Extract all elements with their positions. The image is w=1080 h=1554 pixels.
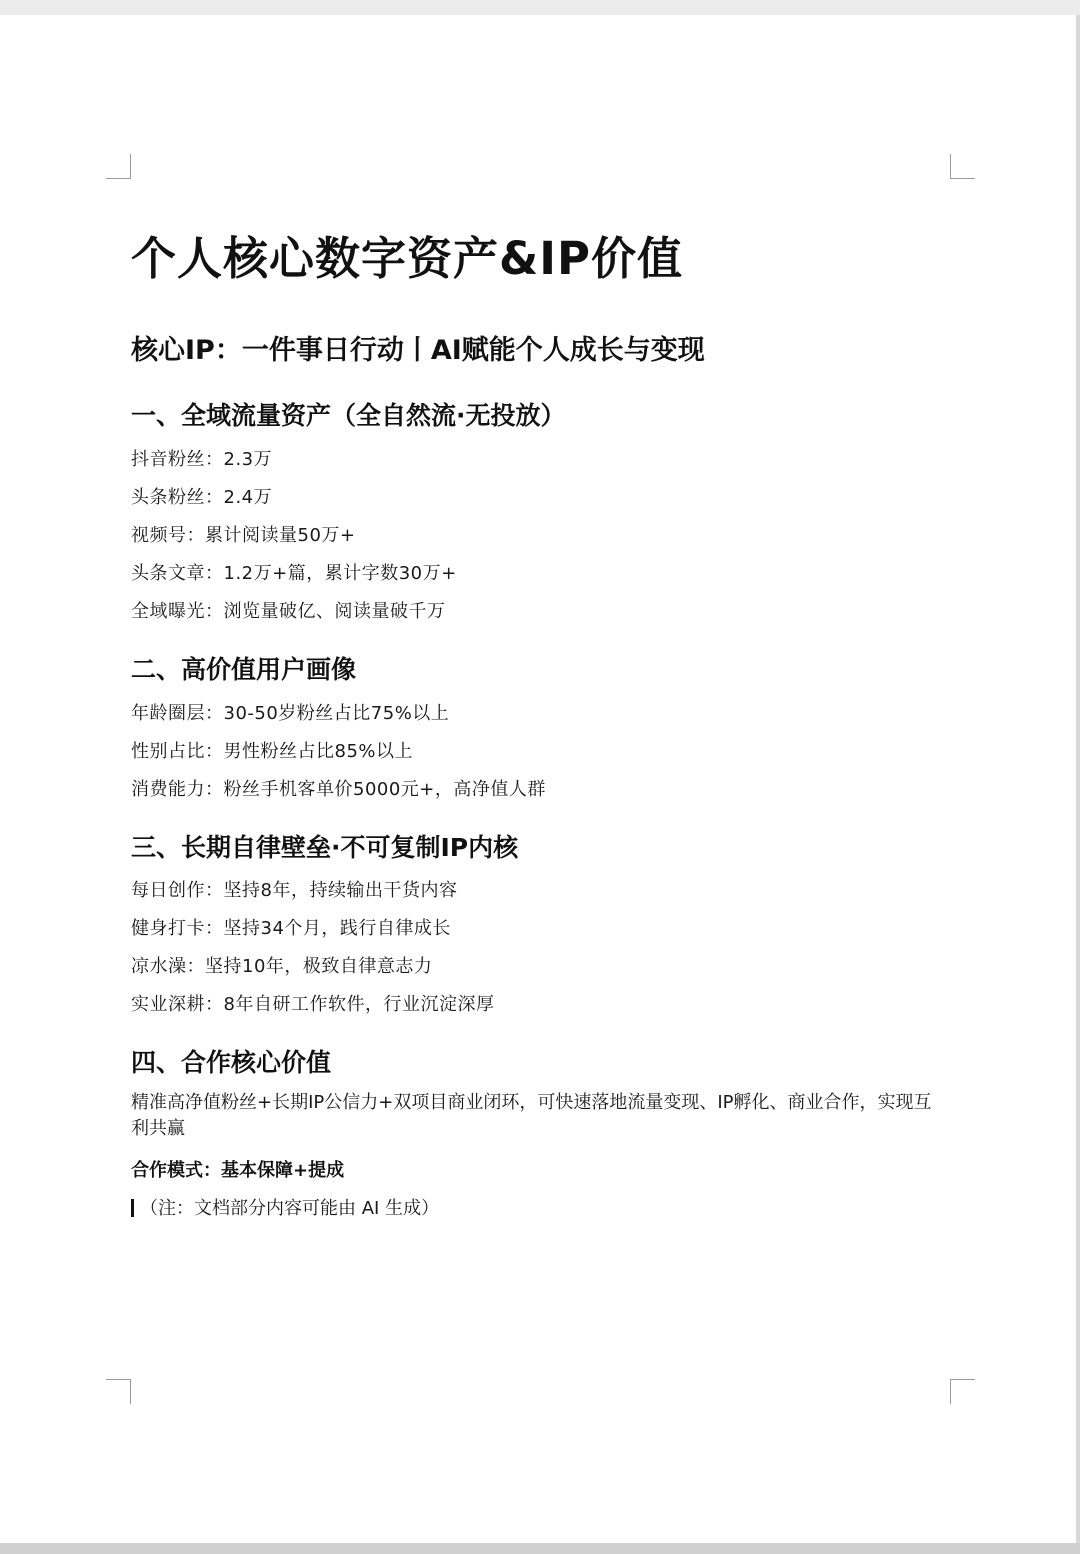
section-heading-traffic-assets: 一、全域流量资产（全自然流·无投放） bbox=[131, 401, 566, 430]
list-item: 抖音粉丝：2.3万 bbox=[131, 449, 273, 470]
cooperation-paragraph: 精准高净值粉丝+长期IP公信力+双项目商业闭环，可快速落地流量变现、IP孵化、商业合作，实现互利共赢 bbox=[131, 1092, 932, 1139]
document-title: 个人核心数字资产&IP价值 bbox=[131, 232, 683, 285]
margin-corner-mark-top-left bbox=[106, 154, 131, 179]
text-cursor-icon bbox=[131, 1199, 134, 1217]
list-item: 年龄圈层：30-50岁粉丝占比75%以上 bbox=[131, 703, 450, 724]
list-item: 消费能力：粉丝手机客单价5000元+，高净值人群 bbox=[131, 779, 546, 800]
scrollbar-track[interactable] bbox=[1076, 15, 1080, 1543]
list-item: 视频号：累计阅读量50万+ bbox=[131, 525, 356, 546]
section-heading-cooperation-value: 四、合作核心价值 bbox=[131, 1048, 332, 1077]
note-text: （注：文档部分内容可能由 AI 生成） bbox=[140, 1198, 440, 1219]
list-item: 实业深耕：8年自研工作软件，行业沉淀深厚 bbox=[131, 994, 495, 1015]
margin-corner-mark-bottom-right bbox=[950, 1379, 975, 1404]
top-toolbar-strip bbox=[0, 0, 1080, 15]
list-item: 头条文章：1.2万+篇，累计字数30万+ bbox=[131, 563, 457, 584]
margin-corner-mark-top-right bbox=[950, 154, 975, 179]
margin-corner-mark-bottom-left bbox=[106, 1379, 131, 1404]
document-subtitle: 核心IP：一件事日行动丨AI赋能个人成长与变现 bbox=[131, 335, 705, 366]
bottom-bar bbox=[0, 1543, 1080, 1554]
list-item: 全域曝光：浏览量破亿、阅读量破千万 bbox=[131, 601, 446, 622]
list-item: 健身打卡：坚持34个月，践行自律成长 bbox=[131, 918, 451, 939]
list-item: 头条粉丝：2.4万 bbox=[131, 487, 273, 508]
section-heading-self-discipline: 三、长期自律壁垒·不可复制IP内核 bbox=[131, 833, 519, 862]
ai-generated-note bbox=[131, 1194, 439, 1220]
section-heading-user-profile: 二、高价值用户画像 bbox=[131, 655, 357, 684]
cooperation-mode: 合作模式：基本保障+提成 bbox=[131, 1160, 345, 1181]
list-item: 每日创作：坚持8年，持续输出干货内容 bbox=[131, 880, 458, 901]
list-item: 凉水澡：坚持10年，极致自律意志力 bbox=[131, 956, 433, 977]
list-item: 性别占比：男性粉丝占比85%以上 bbox=[131, 741, 414, 762]
